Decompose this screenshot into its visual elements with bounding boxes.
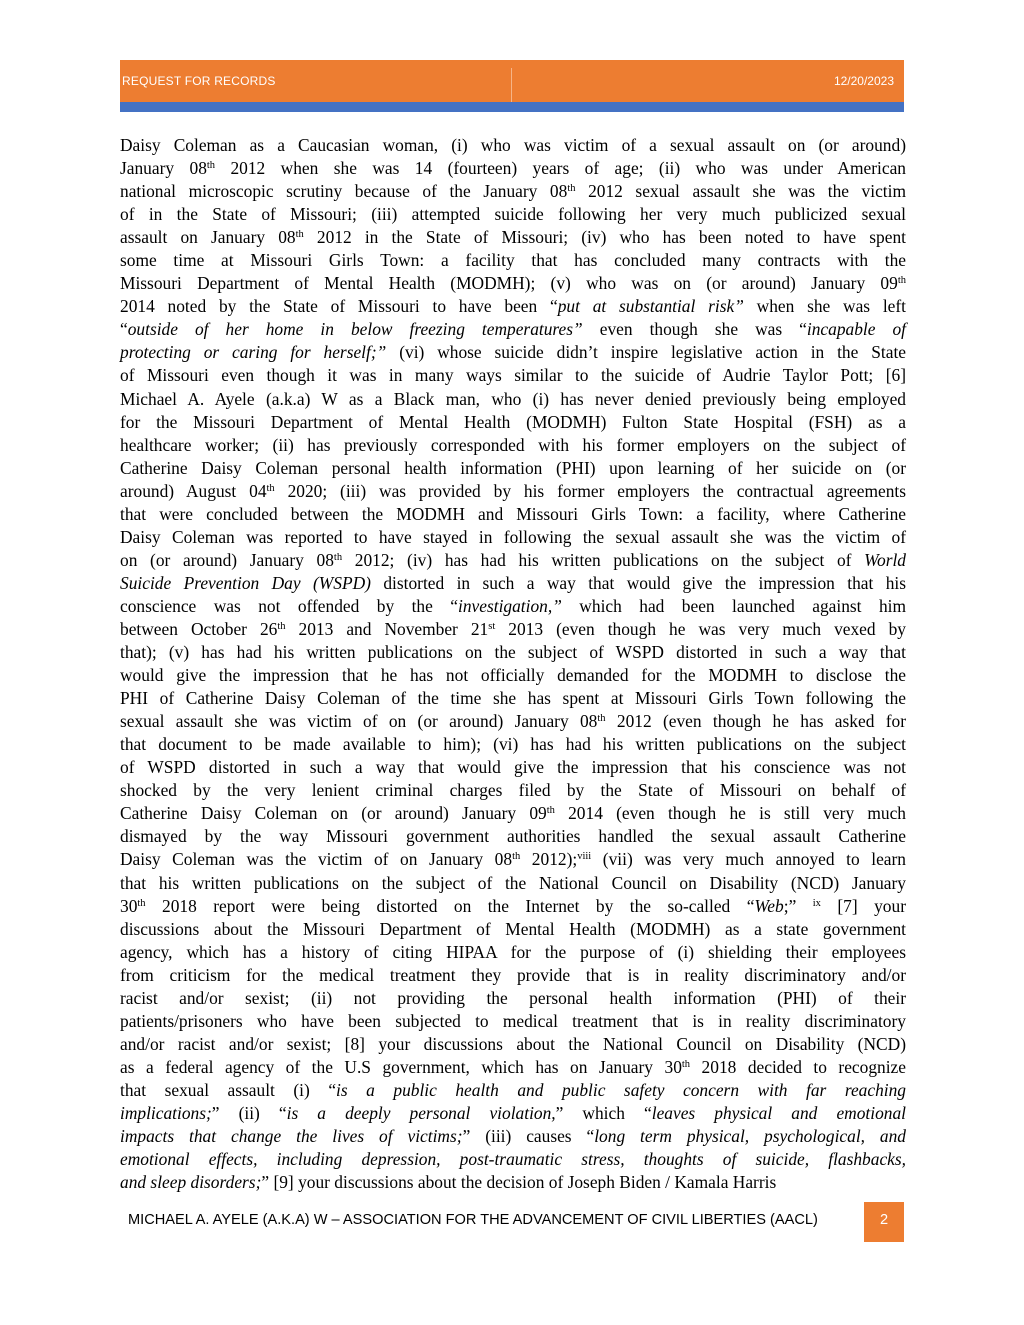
text-run: of Missouri even though it was in many ways similar to the suicide of Audrie Taylor Pott; [6] [120, 365, 906, 386]
italic-text: and sleep disorders; [120, 1172, 262, 1193]
text-run: and/or racist and/or sexist; [8] your discussions about the National Council on Disability (NCD) [120, 1033, 906, 1054]
text-run: 2012 sexual assault she was the victim [575, 181, 906, 202]
text-line [120, 1125, 906, 1148]
superscript: st [488, 620, 496, 632]
text-line [120, 710, 906, 733]
text-run: agency, which has a history of citing HIPAA for the purpose of (i) shielding their employees [120, 941, 906, 962]
text-line [120, 872, 906, 895]
text-line [120, 595, 906, 618]
text-line [120, 434, 906, 457]
text-run: healthcare worker; (ii) has previously corresponded with his former employers on the subject of [120, 434, 906, 455]
text-run: (vii) was very much annoyed to learn [591, 849, 906, 870]
footer-organization: MICHAEL A. AYELE (A.K.A) W – ASSOCIATION FOR THE ADVANCEMENT OF CIVIL LIBERTIES (AACL) [128, 1212, 818, 1228]
italic-text: Web [754, 895, 784, 916]
italic-text: protecting or caring for herself;” [120, 342, 387, 363]
text-run: Daisy Coleman as a Caucasian woman, (i) who was victim of a sexual assault on (or around) [120, 135, 906, 155]
text-run: ;” [783, 895, 813, 916]
text-line [120, 364, 906, 387]
text-run: Missouri Department of Mental Health (MODMH); (v) who was on (or around) January 09 [120, 273, 898, 294]
superscript: viii [577, 851, 592, 863]
superscript: th [681, 1058, 691, 1070]
text-run: 2012 when she was 14 (fourteen) years of age; (ii) who was under American [215, 158, 906, 179]
superscript: th [266, 482, 275, 494]
text-run: assault on January 08 [120, 227, 296, 248]
text-run: racist and/or sexist; (ii) not providing the personal health information (PHI) of their [120, 987, 906, 1008]
italic-text: World [864, 549, 906, 570]
italic-text: investigation,” [458, 595, 562, 616]
italic-text: impacts that change the lives of victims; [120, 1126, 463, 1147]
text-line [120, 295, 906, 318]
text-line [120, 641, 906, 664]
text-run: PHI of Catherine Daisy Coleman of the time she has spent at Missouri Girls Town following the [120, 688, 906, 709]
text-run: some time at Missouri Girls Town: a facility that has concluded many contracts with the [120, 250, 906, 271]
text-run: Catherine Daisy Coleman on (or around) January 09 [120, 803, 547, 824]
text-line [120, 249, 906, 272]
italic-text: Suicide Prevention Day (WSPD) [120, 572, 371, 593]
text-run: of in the State of Missouri; (iii) attempted suicide following her very much publicized sexual [120, 204, 906, 225]
text-run: would give the impression that he has not officially demanded for the MODMH to disclose the [120, 665, 906, 686]
text-run: 2012); [520, 849, 578, 870]
text-run: [7] your [820, 895, 906, 916]
text-line [120, 1033, 906, 1056]
text-run: 2018 report were being distorted on the Internet by the so-called “ [145, 895, 755, 916]
text-run: of WSPD distorted in such a way that would give the impression that his conscience was not [120, 757, 906, 778]
text-line [120, 341, 906, 364]
header-date: 12/20/2023 [833, 74, 894, 88]
text-run: 2012 (even though he has asked for [605, 711, 906, 732]
text-run: which had been launched against him [561, 595, 906, 616]
text-line [120, 987, 906, 1010]
text-run: between October 26 [120, 618, 278, 639]
text-line [120, 1056, 906, 1079]
text-line [120, 411, 906, 434]
text-run: Michael A. Ayele (a.k.a) W as a Black man, who (i) has never denied previously being employed [120, 388, 906, 409]
text-run: even though she was “ [582, 319, 807, 340]
text-run: that his written publications on the subject of the National Council on Disability (NCD) January [120, 872, 906, 893]
text-run: national microscopic scrutiny because of the January 08 [120, 181, 568, 202]
text-line [120, 618, 906, 641]
text-line [120, 918, 906, 941]
text-run: 2013 and November 21 [285, 618, 489, 639]
superscript: th [137, 897, 146, 909]
text-line [120, 203, 906, 226]
text-run: ” (ii) “ [211, 1102, 287, 1123]
text-line [120, 733, 906, 756]
text-run: “ [120, 319, 128, 340]
text-line [120, 941, 906, 964]
text-run: around) August 04 [120, 480, 267, 501]
italic-text: leaves physical and emotional [651, 1102, 907, 1123]
superscript: th [333, 551, 343, 563]
text-run: on (or around) January 08 [120, 549, 334, 570]
text-run: patients/prisoners who have been subjected to medical treatment that is in reality discriminatory [120, 1010, 906, 1031]
text-line [120, 895, 906, 918]
body-paragraph [120, 134, 906, 1194]
text-run: conscience was not offended by the “ [120, 595, 458, 616]
text-run: discussions about the Missouri Department of Mental Health (MODMH) as a state government [120, 918, 906, 939]
text-line [120, 180, 906, 203]
text-run: Catherine Daisy Coleman personal health information (PHI) upon learning of her suicide on (or [120, 457, 906, 478]
text-run: that); (v) has had his written publications on the subject of WSPD distorted in such a way that [120, 642, 906, 663]
text-run: that sexual assault (i) “ [120, 1079, 337, 1100]
text-run: 2014 (even though he is still very much [554, 803, 906, 824]
italic-text: put at substantial risk” [557, 296, 744, 317]
text-line [120, 572, 906, 595]
superscript: th [512, 851, 521, 863]
text-line [120, 756, 906, 779]
superscript: th [295, 229, 304, 241]
text-line [120, 1171, 906, 1194]
text-line [120, 1102, 906, 1125]
italic-text: outside of her home in below freezing temperatures” [127, 319, 583, 340]
superscript: th [597, 713, 606, 725]
text-run: January 08 [120, 158, 207, 179]
text-run: that were concluded between the MODMH and Missouri Girls Town: a facility, where Catherine [120, 503, 906, 524]
text-run: 2012 in the State of Missouri; (iv) who has been noted to have spent [303, 227, 906, 248]
text-line [120, 802, 906, 825]
text-line [120, 549, 906, 572]
text-line [120, 1010, 906, 1033]
text-run: 2020; (iii) was provided by his former employers the contractual agreements [274, 480, 907, 501]
text-run: 2018 decided to recognize [690, 1056, 906, 1077]
text-line [120, 318, 906, 341]
text-line [120, 848, 906, 871]
text-line [120, 457, 906, 480]
text-line [120, 272, 906, 295]
text-run: Daisy Coleman was reported to have stayed in following the sexual assault she was the victim of [120, 526, 906, 547]
text-line [120, 825, 906, 848]
superscript: th [277, 620, 286, 632]
text-run: that document to be made available to him); (vi) has had his written publications on the subject [120, 734, 906, 755]
text-run: for the Missouri Department of Mental Health (MODMH) Fulton State Hospital (FSH) as a [120, 411, 906, 432]
text-run: 30 [120, 895, 138, 916]
superscript: th [567, 183, 576, 195]
text-run: distorted in such a way that would give the impression that his [370, 572, 906, 593]
italic-text: is a deeply personal violation, [286, 1102, 556, 1123]
text-run: ” (iii) causes “ [462, 1126, 595, 1147]
text-line [120, 1148, 906, 1171]
text-run: 2014 noted by the State of Missouri to have been “ [120, 296, 558, 317]
text-run: when she was left [743, 296, 907, 317]
text-run: from criticism for the medical treatment they provide that is in reality discriminatory and/or [120, 964, 906, 985]
text-run: 2013 (even though he was very much vexed by [495, 618, 906, 639]
text-line [120, 526, 906, 549]
superscript: th [546, 805, 555, 817]
page-number: 2 [879, 1212, 889, 1228]
text-run: as a federal agency of the U.S government, which has on January 30 [120, 1056, 682, 1077]
italic-text: incapable of [806, 319, 906, 340]
text-line [120, 687, 906, 710]
text-run: dismayed by the way Missouri government authorities handled the sexual assault Catherine [120, 826, 906, 847]
text-run: Daisy Coleman was the victim of on January 08 [120, 849, 513, 870]
superscript: th [206, 160, 216, 172]
text-line [120, 964, 906, 987]
italic-text: long term physical, psychological, and [594, 1126, 907, 1147]
text-line [120, 779, 906, 802]
text-line [120, 388, 906, 411]
text-run: ” which “ [555, 1102, 652, 1123]
text-line [120, 226, 906, 249]
text-run: shocked by the very lenient criminal charges filed by the State of Missouri on behalf of [120, 780, 906, 801]
text-line [120, 664, 906, 687]
text-line [120, 157, 906, 180]
header-title: REQUEST FOR RECORDS [122, 74, 276, 88]
text-run: sexual assault she was victim of on (or around) January 08 [120, 711, 598, 732]
text-line [120, 1079, 906, 1102]
text-run: 2012; (iv) has had his written publications on the subject of [342, 549, 865, 570]
superscript: th [897, 275, 906, 287]
header-divider [511, 68, 512, 102]
italic-text: emotional effects, including depression, post-traumatic stress, thoughts of suicide, flashbacks, [120, 1149, 906, 1170]
text-line [120, 503, 906, 526]
header-accent-bar [120, 102, 904, 112]
text-run: ” [9] your discussions about the decision of Joseph Biden / Kamala Harris [261, 1172, 777, 1193]
superscript: ix [812, 897, 821, 909]
text-run: (vi) whose suicide didn’t inspire legislative action in the State [386, 342, 907, 363]
text-line [120, 480, 906, 503]
text-line [120, 134, 906, 157]
italic-text: implications; [120, 1102, 212, 1123]
italic-text: is a public health and public safety concern with far reaching [336, 1079, 906, 1100]
